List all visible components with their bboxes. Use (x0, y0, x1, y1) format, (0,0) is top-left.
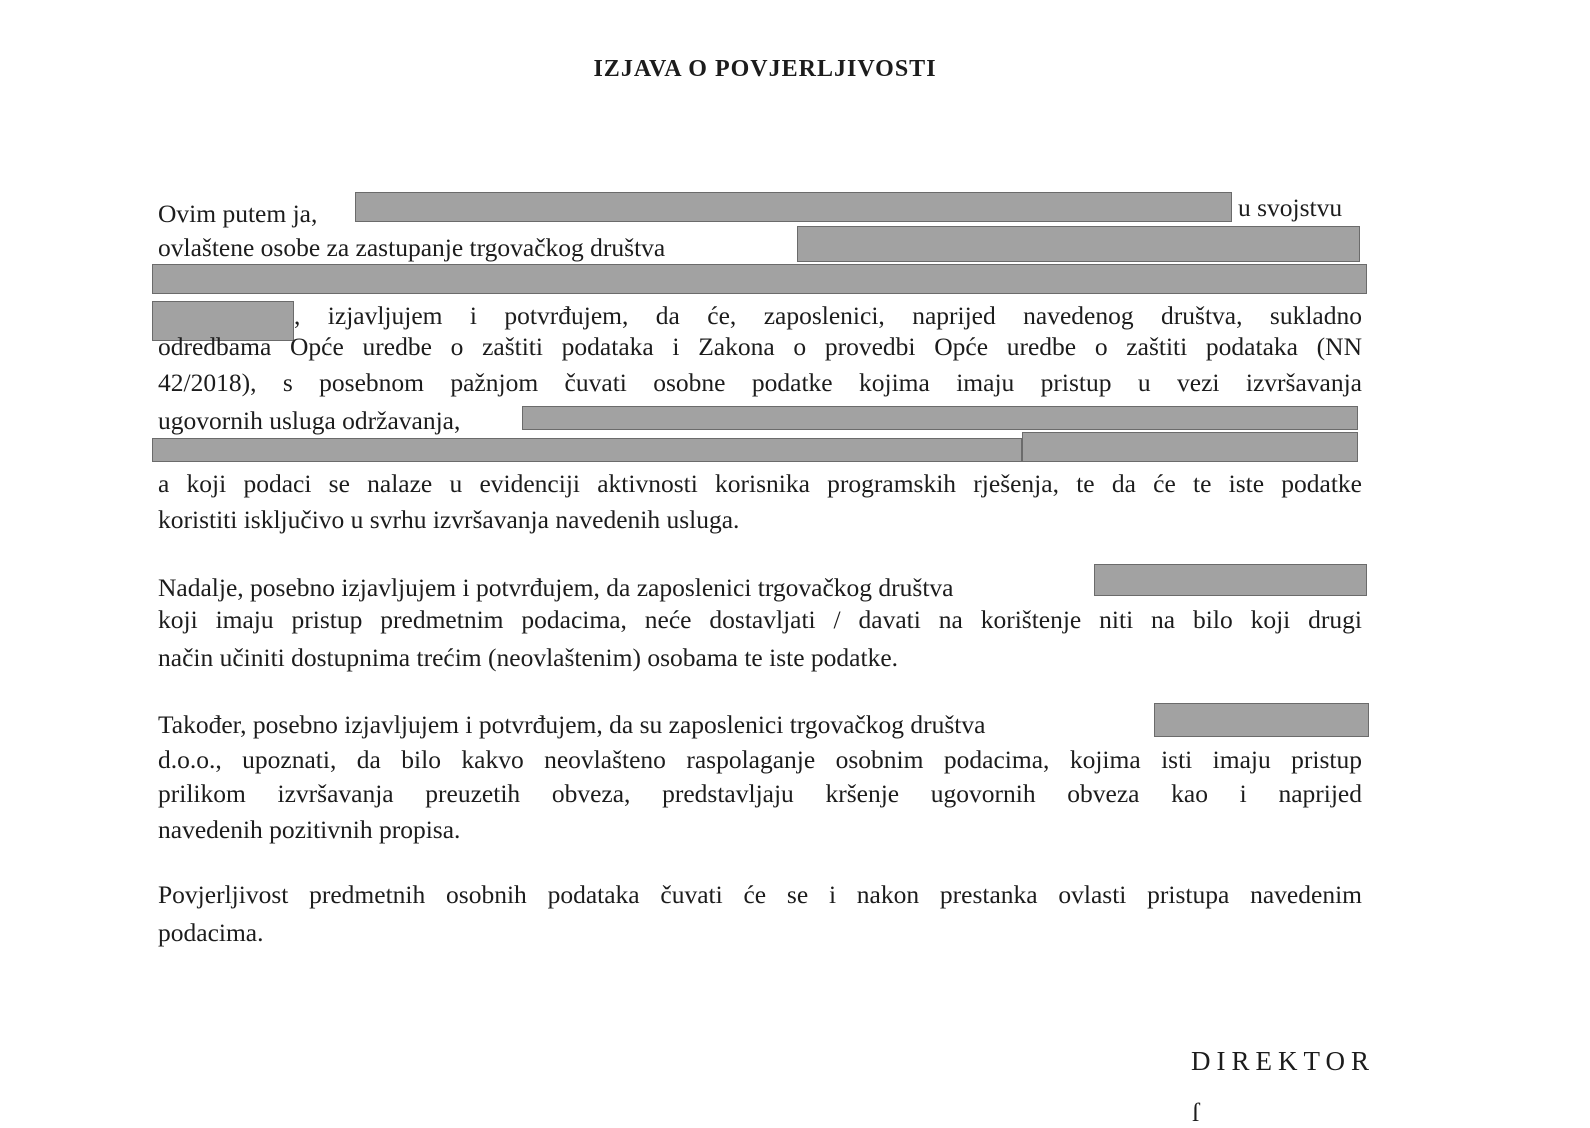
text-line: Nadalje, posebno izjavljujem i potvrđujem, da zaposlenici trgovačkog društva (158, 573, 954, 602)
text-line: prilikom izvršavanja preuzetih obveza, predstavljaju kršenje ugovornih obveza kao i naprijed (158, 779, 1362, 808)
redacted-services-end (1022, 432, 1358, 462)
text-line: navedenih pozitivnih propisa. (158, 815, 461, 844)
text-line: koji imaju pristup predmetnim podacima, neće dostavljati / davati na korištenje niti na bilo koji drugi (158, 605, 1362, 634)
text-line: ovlaštene osobe za zastupanje trgovačkog društva (158, 233, 666, 262)
text-line: , izjavljujem i potvrđujem, da će, zaposlenici, naprijed navedenog društva, sukladno (294, 301, 1362, 330)
signature-mark: ſ (1192, 1098, 1200, 1127)
redacted-services-continued (152, 438, 1022, 462)
redacted-services (522, 406, 1358, 430)
text-line: Također, posebno izjavljujem i potvrđujem, da su zaposlenici trgovačkog društva (158, 710, 986, 739)
text-line: odredbama Opće uredbe o zaštiti podataka i Zakona o provedbi Opće uredbe o zaštiti podataka (NN (158, 332, 1362, 361)
text-line: podacima. (158, 918, 264, 947)
text-line: Povjerljivost predmetnih osobnih podataka čuvati će se i nakon prestanka ovlasti pristupa navedenim (158, 880, 1362, 909)
redacted-company-address (152, 264, 1367, 294)
text-line: Ovim putem ja, (158, 199, 318, 228)
text-line: koristiti isključivo u svrhu izvršavanja navedenih usluga. (158, 505, 740, 534)
redacted-company-name (797, 226, 1360, 262)
text-line: 42/2018), s posebnom pažnjom čuvati osobne podatke kojima imaju pristup u vezi izvršavanja (158, 368, 1362, 397)
text-line: način učiniti dostupnima trećim (neovlaštenim) osobama te iste podatke. (158, 643, 899, 672)
signature-role: DIREKTOR (1190, 1046, 1375, 1076)
document-title: IZJAVA O POVJERLJIVOSTI (593, 56, 937, 82)
text-line: a koji podaci se nalaze u evidenciji aktivnosti korisnika programskih rješenja, te da će te iste podatke (158, 469, 1362, 498)
redacted-company-name-2 (1094, 564, 1367, 596)
redacted-name (355, 192, 1232, 222)
text-line: u svojstvu (1238, 193, 1343, 222)
redacted-company-name-3 (1154, 703, 1369, 737)
text-line: ugovornih usluga održavanja, (158, 406, 461, 435)
text-line: d.o.o., upoznati, da bilo kakvo neovlašteno raspolaganje osobnim podacima, kojima isti imaju pristup (158, 745, 1362, 774)
